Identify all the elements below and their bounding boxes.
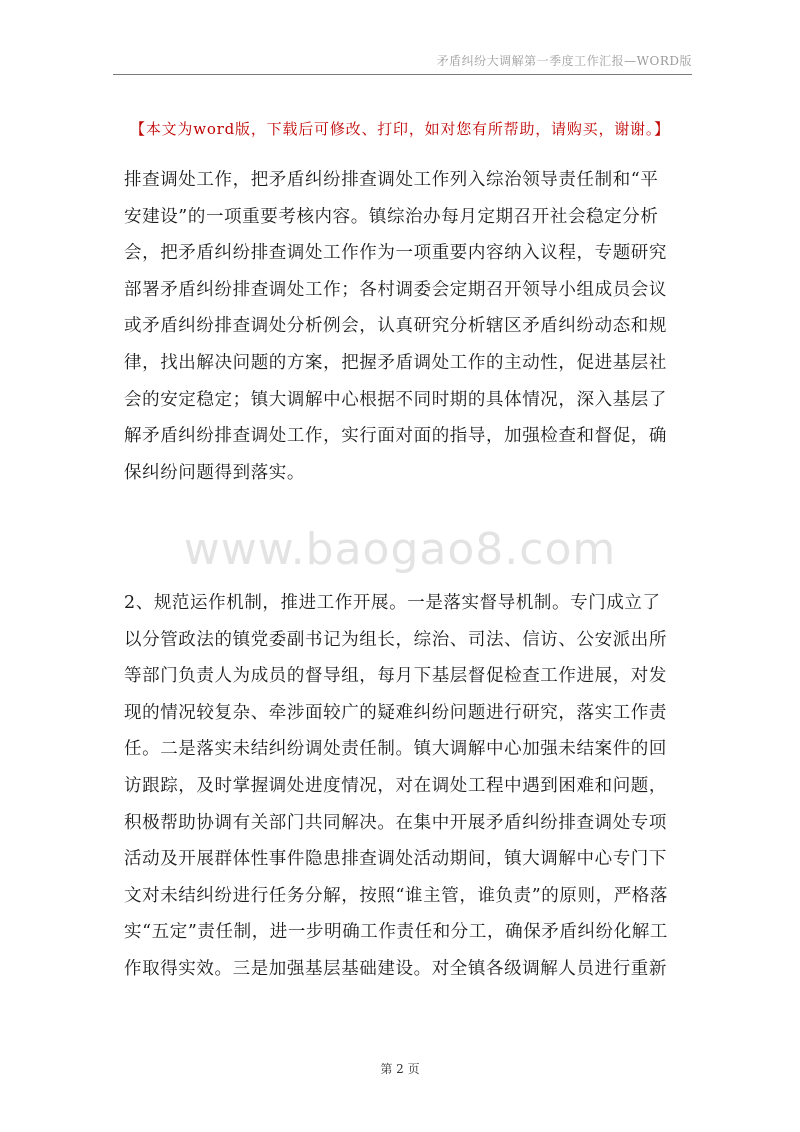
running-header: 矛盾纠纷大调解第一季度工作汇报—WORD版 (436, 54, 692, 68)
paragraph-line: 积极帮助协调有关部门共同解决。在集中开展矛盾纠纷排查调处专项 (124, 812, 667, 833)
paragraph-line: 会，把矛盾纠纷排查调处工作作为一项重要内容纳入议程，专题研究 (124, 243, 667, 264)
watermark: www.baogao8.com (183, 524, 617, 575)
paragraph-line: 活动及开展群体性事件隐患排查调处活动期间，镇大调解中心专门下 (124, 849, 667, 870)
paragraph-line: 现的情况较复杂、牵涉面较广的疑难纠纷问题进行研究，落实工作责 (124, 702, 667, 723)
paragraph-line: 会的安定稳定；镇大调解中心根据不同时期的具体情况，深入基层了 (124, 389, 667, 410)
paragraph-2 (124, 585, 684, 988)
paragraph-line: 保纠纷问题得到落实。 (124, 462, 305, 483)
paragraph-line: 解矛盾纠纷排查调处工作，实行面对面的指导，加强检查和督促，确 (124, 426, 667, 447)
paragraph-1 (124, 162, 684, 491)
paragraph-line: 作取得实效。三是加强基层基础建设。对全镇各级调解人员进行重新 (124, 958, 667, 979)
paragraph-line: 排查调处工作，把矛盾纠纷排查调处工作列入综治领导责任制和“平 (124, 170, 659, 190)
paragraph-line: 以分管政法的镇党委副书记为组长，综治、司法、信访、公安派出所 (124, 629, 667, 650)
paragraph-line: 访跟踪，及时掌握调处进度情况，对在调处工程中遇到困难和问题， (124, 775, 667, 796)
paragraph-line: 部署矛盾纠纷排查调处工作；各村调委会定期召开领导小组成员会议 (124, 279, 667, 300)
header-divider (113, 74, 692, 75)
paragraph-line: 等部门负责人为成员的督导组，每月下基层督促检查工作进展，对发 (124, 666, 667, 687)
paragraph-line: 实“五定”责任制，进一步明确工作责任和分工，确保矛盾纠纷化解工 (124, 922, 668, 943)
paragraph-line: 2、规范运作机制，推进工作开展。一是落实督导机制。专门成立了 (124, 593, 661, 613)
paragraph-line: 律，找出解决问题的方案，把握矛盾调处工作的主动性，促进基层社 (124, 352, 667, 373)
paragraph-line: 安建设”的一项重要考核内容。镇综治办每月定期召开社会稳定分析 (124, 206, 659, 227)
page-number: 第 2 页 (380, 1062, 420, 1076)
paragraph-line: 文对未结纠纷进行任务分解，按照“谁主管，谁负责”的原则，严格落 (124, 885, 668, 906)
download-notice: 【本文为word版，下载后可修改、打印，如对您有所帮助，请购买，谢谢。】 (130, 120, 670, 138)
paragraph-line: 或矛盾纠纷排查调处分析例会，认真研究分析辖区矛盾纠纷动态和规 (124, 316, 667, 337)
paragraph-line: 任。二是落实未结纠纷调处责任制。镇大调解中心加强未结案件的回 (124, 739, 667, 760)
